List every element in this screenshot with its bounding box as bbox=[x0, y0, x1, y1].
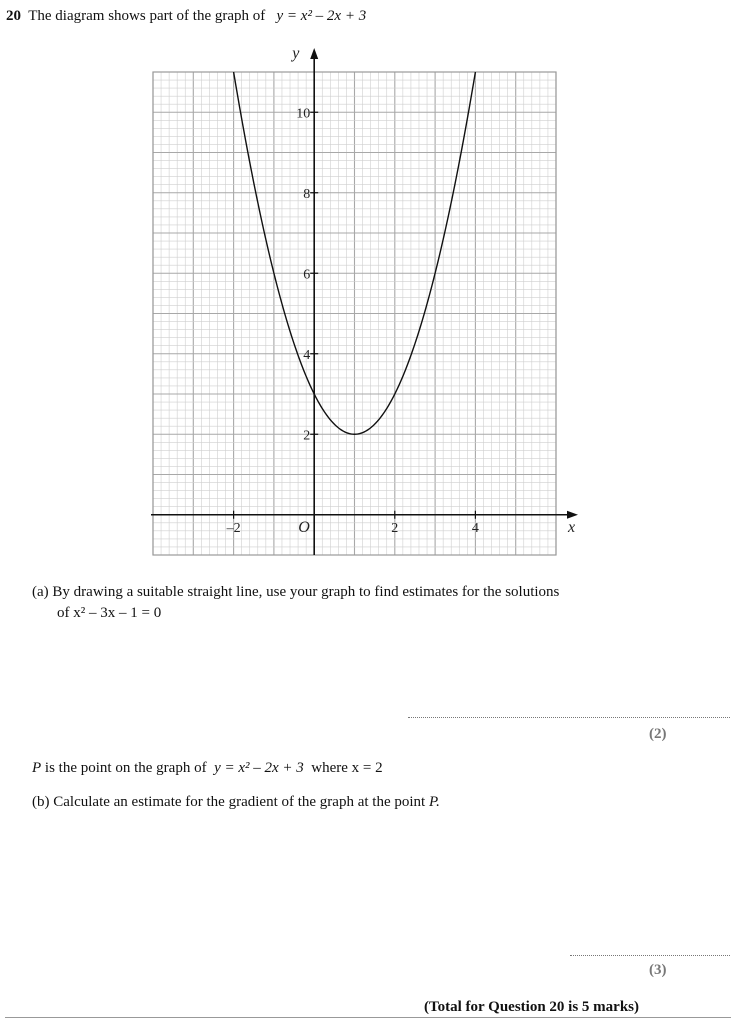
part-a-line2: of x² – 3x – 1 = 0 bbox=[57, 605, 162, 621]
p-statement bbox=[32, 760, 383, 777]
x-axis-label: x bbox=[568, 518, 576, 536]
x-tick-label: –2 bbox=[226, 520, 241, 536]
total-marks: (Total for Question 20 is 5 marks) bbox=[424, 999, 640, 1015]
answer-line-a[interactable] bbox=[408, 717, 730, 718]
point-p-label: P bbox=[32, 760, 42, 776]
x-tick-label: 2 bbox=[391, 520, 399, 536]
y-axis-label: y bbox=[292, 45, 300, 62]
part-b-text bbox=[32, 794, 440, 811]
y-tick-label: 4 bbox=[303, 347, 311, 363]
part-b-label: (b) bbox=[32, 794, 50, 810]
question-equation: y = x² – 2x + 3 bbox=[276, 8, 367, 24]
y-tick-label: 10 bbox=[296, 106, 311, 122]
x-tick-label: 4 bbox=[471, 520, 479, 536]
part-a-text bbox=[32, 584, 559, 601]
part-a-line1: By drawing a suitable straight line, use your graph to find estimates for the solutions bbox=[52, 584, 560, 600]
part-a-marks: (2) bbox=[649, 726, 667, 742]
y-tick-label: 8 bbox=[303, 186, 311, 202]
part-a-label: (a) bbox=[32, 584, 49, 600]
question-intro: The diagram shows part of the graph of bbox=[28, 8, 266, 24]
p-statement-where: where x = 2 bbox=[311, 760, 383, 776]
part-b-point: P. bbox=[428, 794, 440, 810]
grid bbox=[153, 72, 556, 555]
bottom-rule bbox=[5, 1017, 731, 1018]
y-axis-arrow bbox=[310, 48, 318, 59]
part-b-question: Calculate an estimate for the gradient of the graph at the point bbox=[53, 794, 426, 810]
y-tick-label: 6 bbox=[303, 267, 311, 283]
origin-label: O bbox=[298, 518, 310, 536]
part-b-marks: (3) bbox=[649, 962, 667, 978]
answer-line-b[interactable] bbox=[570, 955, 730, 956]
p-statement-equation: y = x² – 2x + 3 bbox=[214, 760, 304, 776]
question-number: 20 bbox=[6, 8, 21, 24]
p-statement-text: is the point on the graph of bbox=[44, 760, 207, 776]
y-tick-label: 2 bbox=[303, 428, 311, 444]
x-axis-arrow bbox=[567, 511, 578, 519]
